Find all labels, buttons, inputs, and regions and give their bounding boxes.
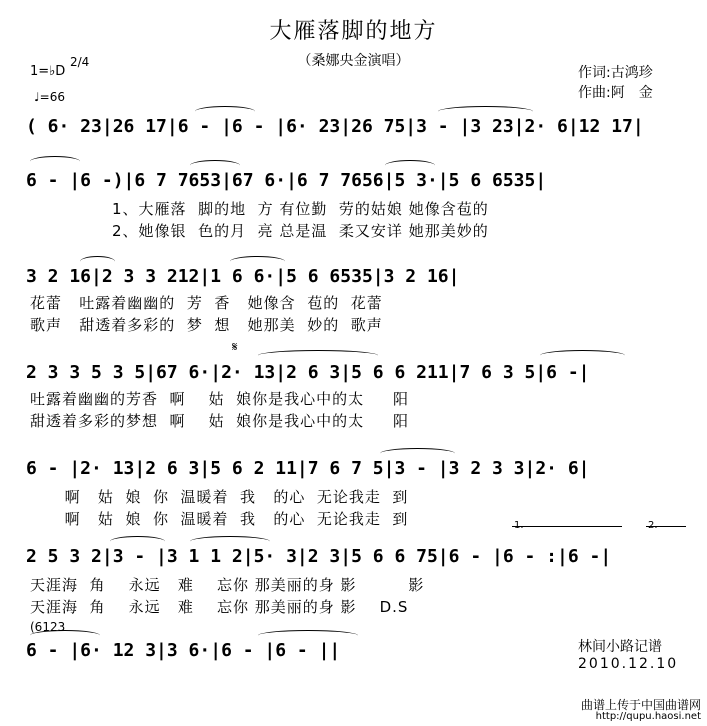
lyric-line-3a: 花蕾 吐露着幽幽的 芳 香 她像含 苞的 花蕾 (30, 294, 383, 312)
slur-mark (195, 106, 255, 117)
score-line-2: 6 - |6 -)|6 7 7653|67 6·|6 7 7656|5 3·|5 6 6535| (26, 170, 547, 191)
slur-mark (258, 350, 378, 361)
score-line-6: 2 5 3 2|3 - |3 1 1 2|5· 3|2 3|5 6 6 75|6 - |6 - :|6 -| (26, 546, 612, 567)
lyric-line-2b: 2、她像银 色的月 亮 总是温 柔又安详 她那美妙的 (112, 222, 489, 240)
slur-mark (80, 256, 115, 267)
lyric-line-4b: 甜透着多彩的梦想 啊 姑 娘你是我心中的太 阳 (30, 412, 409, 430)
slur-mark (230, 256, 285, 267)
grace-notes: (6123 (30, 620, 66, 634)
slur-mark (30, 630, 100, 641)
lyricist-credit: 作词:古鸿珍 (578, 65, 653, 81)
slur-mark (385, 160, 435, 171)
lyric-line-4a: 吐露着幽幽的芳香 啊 姑 娘你是我心中的太 阳 (30, 390, 409, 408)
slur-mark (30, 156, 80, 167)
footer-site-name: 曲谱上传于中国曲谱网 (580, 698, 701, 712)
lyric-line-6a: 天涯海 角 永远 难 忘你 那美丽的身 影 影 (30, 576, 425, 594)
slur-mark (438, 106, 533, 117)
slur-mark (258, 630, 358, 641)
score-line-3: 3 2 16|2 3 3 212|1 6 6·|5 6 6535|3 2 16| (26, 266, 460, 287)
lyric-line-5b: 啊 姑 娘 你 温暖着 我 的心 无论我走 到 (30, 510, 409, 528)
transcriber-credit: 林间小路记谱 (578, 639, 662, 655)
slur-mark (380, 448, 455, 459)
page-subtitle: （桑娜央金演唱） (297, 53, 410, 69)
score-line-4: 2 3 3 5 3 5|67 6·|2· 13|2 6 3|5 6 6 211|7 6 3 5|6 -| (26, 362, 590, 383)
score-line-1: ( 6· 23|26 17|6 - |6 - |6· 23|26 75|3 - |3 23|2· 6|12 17| (26, 116, 644, 137)
footer-site-url[interactable]: http://qupu.haosi.net (595, 711, 701, 722)
tempo-mark: ♩=66 (34, 90, 65, 104)
time-signature: 2/4 (70, 55, 90, 69)
lyric-line-3b: 歌声 甜透着多彩的 梦 想 她那美 妙的 歌声 (30, 316, 383, 334)
slur-mark (540, 350, 625, 361)
lyric-line-2a: 1、大雁落 脚的地 方 有位勤 劳的姑娘 她像含苞的 (112, 200, 489, 218)
score-line-7: 6 - |6· 12 3|3 6·|6 - |6 - || (26, 640, 341, 661)
key-signature: 1=♭D (30, 64, 66, 79)
slur-mark (110, 536, 165, 547)
lyric-line-5a: 啊 姑 娘 你 温暖着 我 的心 无论我走 到 (30, 488, 409, 506)
volta-bracket-1 (512, 526, 622, 527)
volta-label-2: 2. (648, 520, 658, 531)
score-line-5: 6 - |2· 13|2 6 3|5 6 2 11|7 6 7 5|3 - |3 2 3 3|2· 6| (26, 458, 590, 479)
lyric-line-6b: 天涯海 角 永远 难 忘你 那美丽的身 影 D.S (30, 598, 409, 616)
composer-credit: 作曲:阿 金 (578, 85, 653, 101)
page-title: 大雁落脚的地方 (269, 19, 438, 44)
slur-mark (190, 160, 240, 171)
volta-label-1: 1. (514, 520, 524, 531)
slur-mark (190, 536, 270, 547)
transcribed-date: 2010.12.10 (578, 656, 679, 672)
segno-sign: 𝄋 (232, 340, 238, 355)
